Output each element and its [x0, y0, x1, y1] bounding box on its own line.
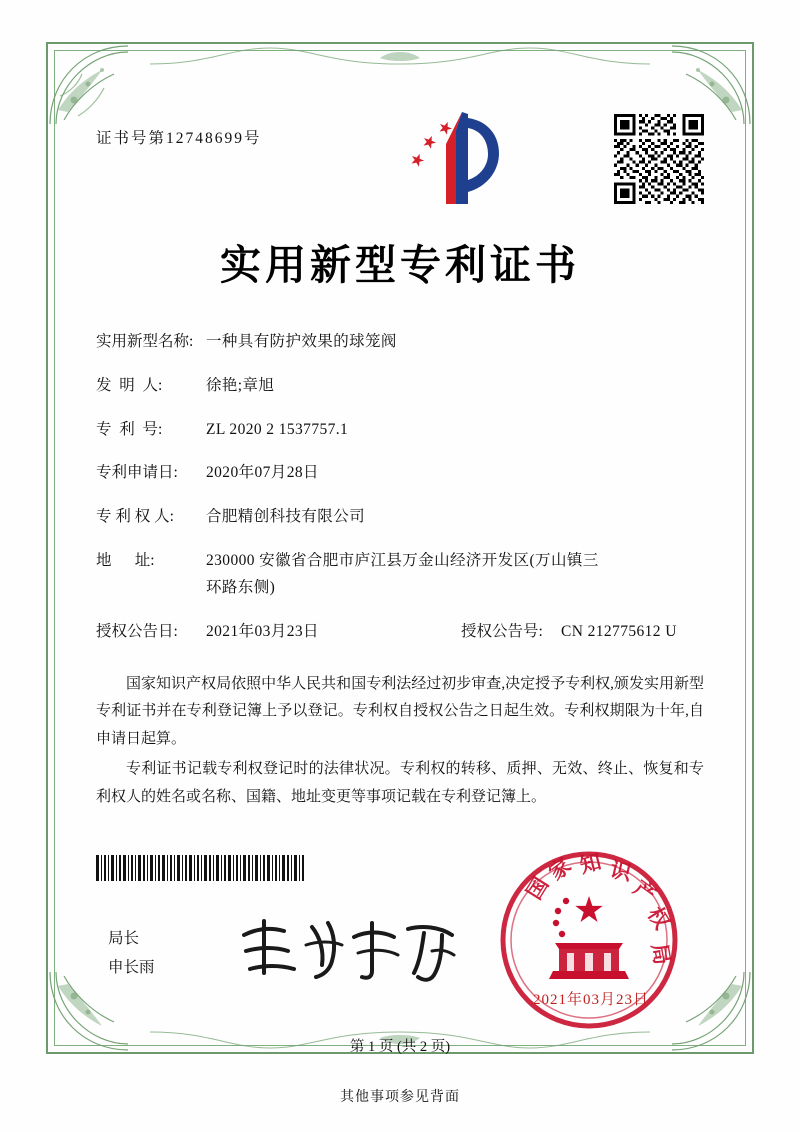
field-value-address: [206, 552, 704, 597]
barcode: [96, 855, 306, 881]
legal-paragraph-2: 专利证书记载专利权登记时的法律状况。专利权的转移、质押、无效、终止、恢复和专利权人的姓名或名称、国籍、地址变更等事项记载在专利登记簿上。: [96, 760, 704, 805]
field-row-patent-number: [96, 421, 704, 439]
field-row-grant: [96, 623, 704, 641]
svg-text:局: 局: [647, 941, 676, 967]
seal-date: 2021年03月23日: [532, 992, 649, 1008]
field-label-grant-number: 授权公告号:: [461, 622, 543, 640]
field-label: 实用新型名称:: [96, 333, 194, 350]
field-value-grant-date: 2021年03月23日: [206, 622, 319, 640]
handwritten-signature-icon: [236, 907, 476, 987]
director-name: 申长雨: [108, 958, 155, 976]
certificate-number: 证书号第12748699号: [96, 130, 262, 147]
field-label: 专 利 号:: [96, 420, 163, 438]
field-value: 一种具有防护效果的球笼阀: [206, 333, 397, 350]
address-line1: 230000 安徽省合肥市庐江县万金山经济开发区(万山镇三: [206, 552, 599, 570]
field-label: 地 址:: [96, 552, 155, 570]
svg-text:产: 产: [629, 874, 661, 908]
field-label: 发 明 人:: [96, 376, 163, 394]
svg-text:知: 知: [577, 848, 604, 878]
header-row: [96, 110, 704, 214]
legal-text: [96, 671, 704, 812]
field-value: 合肥精创科技有限公司: [206, 508, 366, 526]
field-label: 专 利 权 人:: [96, 508, 174, 526]
cnipa-logo-icon: [398, 104, 518, 214]
footnote: 其他事项参见背面: [340, 1090, 460, 1105]
field-row-inventor: [96, 377, 704, 395]
svg-text:家: 家: [543, 852, 576, 885]
signature-section: [96, 845, 704, 1065]
field-row-application-date: [96, 464, 704, 482]
top-edge-ornament-icon: [150, 42, 650, 68]
signature-block: [108, 925, 155, 982]
director-title: 局长: [108, 930, 140, 947]
address-line2: 环路东侧): [206, 578, 276, 596]
svg-text:国: 国: [521, 872, 554, 904]
field-label: 专利申请日:: [96, 464, 178, 482]
field-row-address: [96, 552, 704, 597]
legal-paragraph-1: 国家知识产权局依照中华人民共和国专利法经过初步审查,决定授予专利权,颁发实用新型专利证书并在专利登记簿上予以登记。专利权自授权公告之日起生效。专利权期限为十年,自申请日起算。: [96, 675, 704, 747]
certificate-content: [96, 110, 704, 813]
qr-code: [614, 114, 704, 204]
page-title: 实用新型专利证书: [220, 241, 580, 289]
field-value: 2020年07月28日: [206, 464, 319, 482]
field-row-name: [96, 333, 704, 351]
field-label-grant-date: 授权公告日:: [96, 622, 178, 640]
field-value: ZL 2020 2 1537757.1: [206, 420, 349, 438]
field-value-grant-number: CN 212775612 U: [561, 622, 677, 640]
svg-text:识: 识: [607, 856, 634, 886]
field-value: 徐艳;章旭: [206, 376, 275, 394]
field-row-patentee: [96, 508, 704, 526]
svg-text:权: 权: [642, 902, 676, 934]
fields-list: [96, 333, 704, 641]
page-indicator: 第 1 页 (共 2 页): [349, 1039, 451, 1055]
